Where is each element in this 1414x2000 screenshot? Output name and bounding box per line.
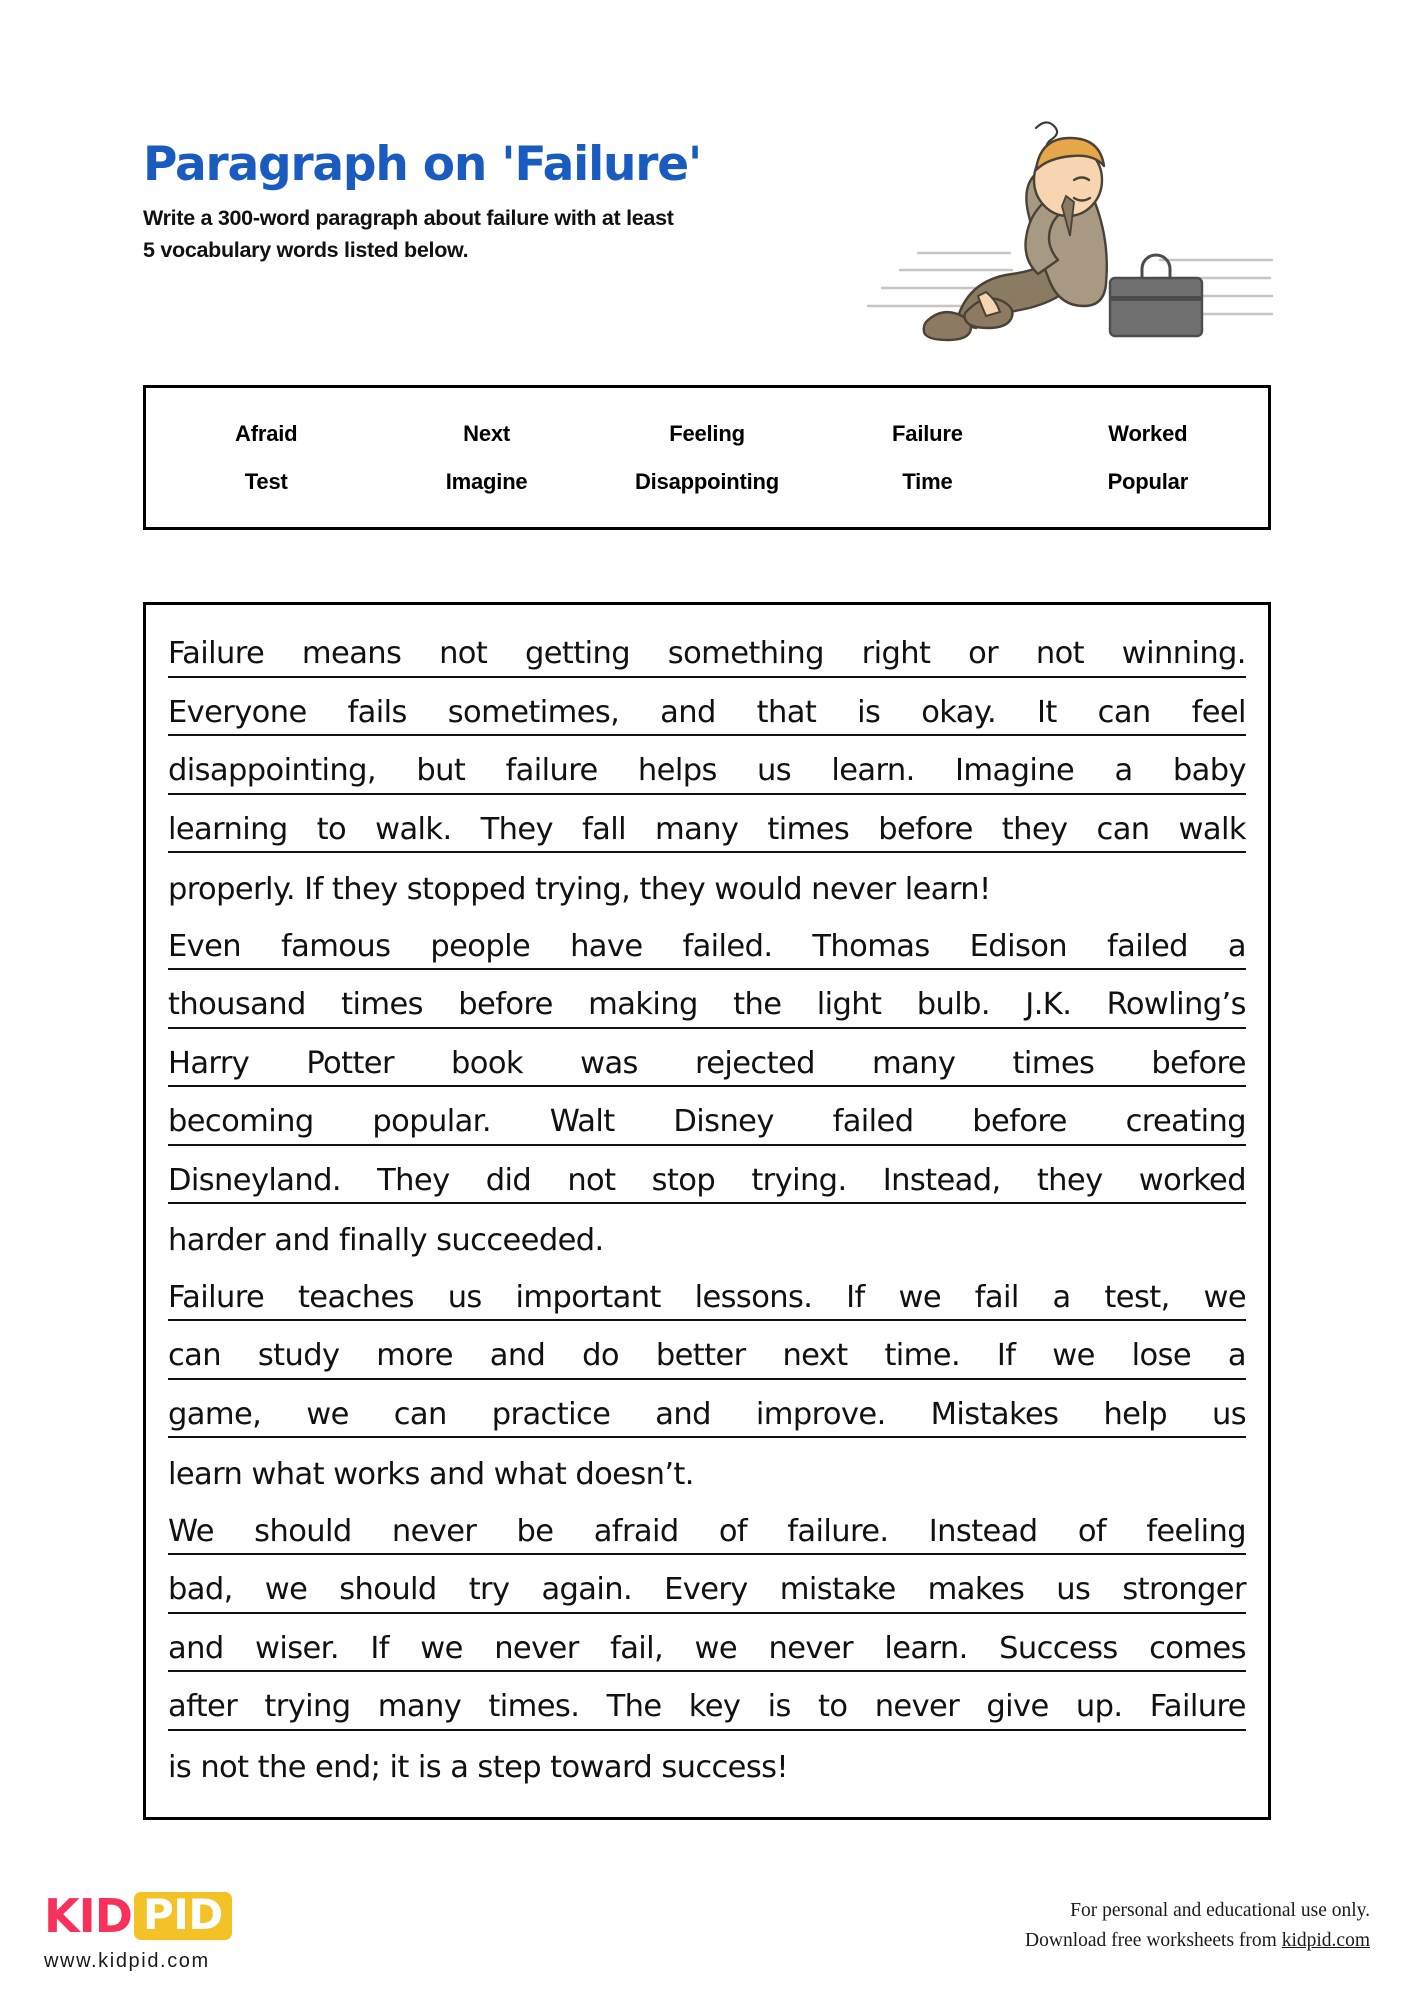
line-word: us	[447, 1279, 482, 1315]
line-word: baby	[1172, 753, 1246, 788]
line-word: Mistakes	[930, 1396, 1059, 1432]
line-word: did	[485, 1162, 532, 1198]
vocabulary-word-bank	[143, 385, 1271, 530]
line-word: not	[1035, 636, 1084, 671]
line-word: not	[200, 1749, 249, 1785]
handwriting-line	[168, 1146, 1246, 1205]
line-word: learn!	[904, 872, 991, 907]
line-word: game,	[168, 1396, 262, 1432]
line-word: failure	[505, 753, 598, 788]
line-word: Harry	[168, 1045, 250, 1081]
paragraph-p3	[168, 1263, 1246, 1497]
line-word: study	[257, 1338, 340, 1373]
vocabulary-word: Next	[463, 420, 511, 446]
line-word: fail,	[610, 1630, 664, 1666]
line-word: wiser.	[255, 1630, 339, 1666]
line-word: lose	[1131, 1338, 1192, 1373]
line-word: not	[567, 1162, 616, 1198]
line-word: comes	[1149, 1630, 1246, 1666]
handwriting-line	[168, 1204, 1246, 1263]
kidpid-logo-block	[44, 1890, 374, 1973]
handwriting-line	[168, 1321, 1246, 1380]
paragraph-p4	[168, 1497, 1246, 1790]
line-word: do	[582, 1338, 619, 1373]
line-word: that	[756, 694, 817, 730]
line-word: famous	[280, 928, 391, 964]
line-word: disappointing,	[168, 753, 377, 788]
line-word: up.	[1075, 1689, 1123, 1724]
line-word: toward	[550, 1749, 653, 1785]
sad-businessman-illustration	[860, 110, 1280, 360]
line-word: learn	[168, 1457, 243, 1492]
line-word: fall	[581, 811, 626, 847]
line-word: never	[874, 1689, 960, 1724]
vocabulary-word: Feeling	[669, 420, 745, 446]
handwriting-line	[168, 912, 1246, 971]
line-word: us	[757, 753, 792, 788]
line-word: have	[570, 928, 643, 964]
line-word: important	[515, 1279, 661, 1315]
line-word: They	[377, 1162, 450, 1198]
line-word: success!	[661, 1749, 789, 1785]
line-word: okay.	[921, 694, 997, 730]
line-word: before	[972, 1104, 1067, 1139]
line-word: improve.	[755, 1396, 886, 1432]
worksheet-instructions	[143, 203, 933, 267]
line-word: practice	[491, 1396, 611, 1432]
vocabulary-word: Failure	[892, 420, 963, 446]
line-word: light	[816, 987, 882, 1022]
line-word: sometimes,	[447, 694, 620, 730]
line-word: popular.	[372, 1104, 491, 1139]
line-word: Rowling’s	[1106, 987, 1246, 1022]
line-word: key	[688, 1689, 741, 1724]
line-word: failed.	[682, 928, 773, 964]
line-word: the	[257, 1749, 306, 1785]
line-word: Failure	[1149, 1689, 1246, 1724]
line-word: many	[871, 1045, 956, 1081]
line-word: better	[655, 1338, 746, 1373]
line-word: they	[1036, 1162, 1103, 1198]
handwriting-line	[168, 1614, 1246, 1673]
logo-kid-text: KID	[44, 1889, 132, 1943]
line-word: it	[389, 1749, 409, 1785]
line-word: can	[1096, 811, 1150, 847]
line-word: next	[782, 1338, 848, 1373]
handwriting-line	[168, 1672, 1246, 1731]
line-word: walk.	[375, 811, 452, 847]
line-word: Failure	[168, 636, 265, 671]
line-word: to	[818, 1689, 848, 1724]
vocabulary-word: Imagine	[445, 468, 528, 494]
line-word: be	[516, 1513, 554, 1549]
line-word: If	[846, 1279, 865, 1315]
line-word: J.K.	[1025, 987, 1072, 1022]
line-word: before	[458, 987, 553, 1022]
line-word: times.	[488, 1689, 580, 1724]
line-word: is	[857, 694, 881, 730]
line-word: Failure	[168, 1279, 265, 1315]
line-word: winning.	[1121, 636, 1246, 671]
line-word: times	[341, 987, 423, 1022]
line-word: Disneyland.	[168, 1162, 341, 1198]
line-word: we	[420, 1630, 463, 1666]
line-word: trying.	[751, 1162, 847, 1198]
line-word: give	[986, 1689, 1049, 1724]
line-word: is	[767, 1689, 791, 1724]
line-word: If	[304, 872, 323, 907]
line-word: try	[468, 1572, 510, 1607]
vocabulary-word: Popular	[1107, 468, 1189, 494]
handwriting-line	[168, 1029, 1246, 1088]
line-word: help	[1103, 1396, 1167, 1432]
line-word: bad,	[168, 1572, 233, 1607]
line-word: The	[606, 1689, 662, 1724]
line-word: fail	[974, 1279, 1019, 1315]
line-word: is	[417, 1749, 442, 1785]
line-word: rejected	[694, 1045, 815, 1081]
line-word: teaches	[297, 1279, 414, 1315]
line-word: harder	[168, 1223, 266, 1258]
line-word: becoming	[168, 1104, 314, 1139]
line-word: thousand	[168, 987, 306, 1022]
handwriting-line	[168, 1555, 1246, 1614]
line-word: properly.	[168, 872, 296, 907]
line-word: never	[811, 872, 896, 907]
line-word: before	[1151, 1045, 1246, 1081]
line-word: Instead	[928, 1513, 1038, 1549]
line-word: should	[339, 1572, 437, 1607]
kidpid-logo	[44, 1890, 374, 1942]
line-word: Success	[999, 1630, 1118, 1666]
line-word: stopped	[406, 872, 526, 907]
line-word: trying	[264, 1689, 351, 1724]
line-word: Even	[168, 928, 242, 964]
line-word: end;	[315, 1749, 381, 1785]
footer-note-line-2	[1025, 1926, 1370, 1956]
handwriting-line	[168, 678, 1246, 737]
line-word: stop	[651, 1162, 716, 1198]
line-word: It	[1036, 694, 1057, 730]
footer-usage-note	[1025, 1896, 1370, 1956]
line-word: would	[714, 872, 803, 907]
vocabulary-word: Afraid	[235, 420, 298, 446]
line-word: times	[767, 811, 850, 847]
handwriting-line	[168, 970, 1246, 1029]
line-word: right	[861, 636, 931, 671]
vocabulary-word: Disappointing	[634, 468, 780, 494]
vocabulary-row-2	[146, 469, 1268, 495]
line-word: we	[694, 1630, 738, 1666]
line-word: helps	[637, 753, 717, 788]
line-word: we	[306, 1396, 349, 1432]
line-word: or	[968, 636, 999, 671]
line-word: We	[168, 1513, 214, 1549]
line-word: of	[718, 1513, 748, 1549]
line-word: Thomas	[812, 928, 930, 964]
line-word: Everyone	[168, 694, 307, 730]
line-word: making	[588, 987, 698, 1022]
instructions-line-1: Write a 300-word paragraph about failure with at least	[143, 206, 674, 231]
line-word: learn.	[884, 1630, 968, 1666]
line-word: learning	[168, 811, 288, 847]
kidpid-link[interactable]: kidpid.com	[1281, 1930, 1370, 1952]
footer-note-line-1: For personal and educational use only.	[1070, 1900, 1370, 1921]
handwriting-line	[168, 1380, 1246, 1439]
line-word: step	[477, 1749, 541, 1785]
line-word: failed	[832, 1104, 914, 1139]
line-word: a	[450, 1749, 469, 1785]
line-word: trying,	[535, 872, 631, 907]
line-word: learn.	[831, 753, 915, 788]
line-word: can	[168, 1338, 221, 1373]
handwriting-line	[168, 619, 1246, 678]
line-word: never	[494, 1630, 579, 1666]
line-word: times	[1012, 1045, 1095, 1081]
line-word: makes	[927, 1572, 1025, 1607]
line-word: bulb.	[916, 987, 990, 1022]
line-word: time.	[884, 1338, 961, 1373]
line-word: can	[393, 1396, 447, 1432]
line-word: many	[654, 811, 739, 847]
page-title: Paragraph on 'Failure'	[143, 137, 702, 192]
line-word: we	[898, 1279, 941, 1315]
line-word: a	[1052, 1279, 1071, 1315]
line-word: Imagine	[955, 753, 1075, 788]
line-word: stronger	[1122, 1572, 1246, 1607]
line-word: Disney	[673, 1104, 774, 1139]
line-word: can	[1097, 694, 1151, 730]
line-word: and	[428, 1457, 485, 1492]
line-word: fails	[347, 694, 407, 730]
line-word: should	[254, 1513, 352, 1549]
line-word: doesn’t.	[575, 1457, 694, 1492]
line-word: and	[660, 694, 716, 730]
line-word: they	[1001, 811, 1068, 847]
handwriting-line	[168, 1731, 1246, 1790]
line-word: and	[168, 1630, 224, 1666]
line-word: never	[768, 1630, 853, 1666]
instructions-line-2: 5 vocabulary words listed below.	[143, 238, 469, 263]
line-word: getting	[525, 636, 631, 671]
line-word: we	[1203, 1279, 1246, 1315]
handwriting-line	[168, 795, 1246, 854]
vocabulary-word: Worked	[1108, 420, 1188, 446]
vocabulary-word: Time	[902, 468, 953, 494]
line-word: what	[493, 1457, 567, 1492]
footer-note-prefix: Download free worksheets from	[1025, 1930, 1282, 1952]
line-word: before	[878, 811, 973, 847]
line-word: feel	[1191, 694, 1246, 730]
line-word: a	[1114, 753, 1133, 788]
site-url: www.kidpid.com	[44, 1950, 210, 1972]
line-word: many	[377, 1689, 462, 1724]
vocabulary-row-1	[146, 421, 1268, 447]
line-word: They	[480, 811, 553, 847]
line-word: they	[331, 872, 398, 907]
logo-pid-text: PID	[134, 1892, 232, 1940]
line-word: us	[1211, 1396, 1246, 1432]
line-word: people	[430, 928, 531, 964]
line-word: not	[439, 636, 488, 671]
line-word: book	[451, 1045, 523, 1081]
handwriting-line	[168, 853, 1246, 912]
vocabulary-word: Test	[244, 468, 288, 494]
line-word: If	[996, 1338, 1016, 1373]
line-word: more	[376, 1338, 453, 1373]
line-word: lessons.	[694, 1279, 813, 1315]
line-word: to	[316, 811, 347, 847]
line-word: and	[274, 1223, 330, 1258]
handwriting-line	[168, 1087, 1246, 1146]
line-word: we	[1052, 1338, 1095, 1373]
line-word: feeling	[1146, 1513, 1246, 1549]
line-word: but	[416, 753, 466, 788]
handwriting-line	[168, 1438, 1246, 1497]
line-word: a	[1227, 928, 1246, 964]
line-word: of	[1077, 1513, 1107, 1549]
paragraph-p1	[168, 619, 1246, 912]
line-word: If	[370, 1630, 389, 1666]
answer-paragraph-box[interactable]	[143, 602, 1271, 1820]
line-word: walk	[1178, 811, 1246, 847]
line-word: what	[251, 1457, 324, 1492]
line-word: Potter	[306, 1045, 394, 1081]
line-word: was	[580, 1045, 638, 1081]
handwriting-line	[168, 736, 1246, 795]
line-word: never	[391, 1513, 477, 1549]
line-word: Walt	[549, 1104, 615, 1139]
line-word: Instead,	[882, 1162, 1001, 1198]
line-word: means	[301, 636, 402, 671]
line-word: a	[1227, 1338, 1246, 1373]
handwriting-line	[168, 1263, 1246, 1322]
line-word: finally	[338, 1223, 427, 1258]
line-word: is	[168, 1749, 192, 1785]
line-word: test,	[1104, 1279, 1170, 1315]
line-word: us	[1056, 1572, 1091, 1607]
line-word: and	[655, 1396, 711, 1432]
paragraph-p2	[168, 912, 1246, 1263]
line-word: and	[489, 1338, 546, 1373]
line-word: Edison	[969, 928, 1068, 964]
line-word: works	[333, 1457, 420, 1492]
line-word: afraid	[593, 1513, 679, 1549]
line-word: Every	[664, 1572, 748, 1607]
line-word: something	[667, 636, 824, 671]
line-word: again.	[541, 1572, 633, 1607]
line-word: succeeded.	[436, 1223, 604, 1258]
handwriting-line	[168, 1497, 1246, 1556]
worksheet-header	[143, 137, 973, 267]
line-word: failure.	[787, 1513, 889, 1549]
line-word: we	[264, 1572, 308, 1607]
line-word: creating	[1125, 1104, 1246, 1139]
line-word: the	[733, 987, 782, 1022]
line-word: worked	[1138, 1162, 1246, 1198]
line-word: mistake	[779, 1572, 896, 1607]
line-word: they	[639, 872, 706, 907]
line-word: failed	[1106, 928, 1188, 964]
line-word: after	[168, 1689, 238, 1724]
